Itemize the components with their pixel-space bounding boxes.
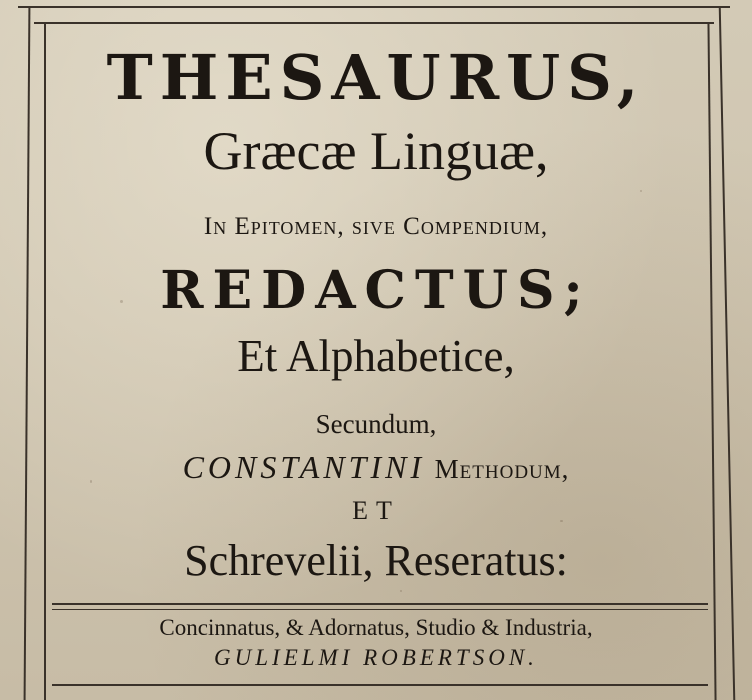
constantini-methodum-line bbox=[40, 446, 712, 490]
epitomen-line: In Epitomen, sive Compendium, bbox=[203, 213, 549, 240]
paper-speck bbox=[90, 480, 92, 483]
divider-rule-bottom bbox=[52, 684, 708, 686]
alphabetice-line: Et Alphabetice, bbox=[237, 331, 515, 381]
paper-speck bbox=[120, 300, 123, 303]
border-rule-right-outer bbox=[719, 6, 736, 700]
border-rule-left-outer bbox=[24, 6, 31, 700]
border-rule-top-outer bbox=[18, 6, 730, 8]
paper-speck bbox=[640, 190, 642, 192]
paper-speck bbox=[400, 590, 402, 592]
concinnatus-line: Concinnatus, & Adornatus, Studio & Industria, bbox=[159, 615, 593, 640]
methodum-word: Methodum, bbox=[434, 454, 570, 484]
book-subtitle: Græcæ Linguæ, bbox=[203, 121, 549, 181]
redactus-line: REDACTUS; bbox=[160, 260, 592, 321]
book-title: THESAURUS, bbox=[106, 41, 646, 114]
border-rule-top-inner bbox=[34, 22, 714, 24]
divider-rule-lower bbox=[52, 609, 708, 610]
divider-rule-upper bbox=[52, 603, 708, 605]
paper-speck bbox=[560, 520, 563, 522]
schrevelii-line: Schrevelii, Reseratus: bbox=[184, 536, 568, 585]
et-line: ET bbox=[352, 496, 400, 525]
author-name: GULIELMI ROBERTSON. bbox=[214, 645, 538, 670]
secundum-line: Secundum, bbox=[315, 409, 437, 439]
constantini-word: CONSTANTINI bbox=[182, 449, 426, 485]
